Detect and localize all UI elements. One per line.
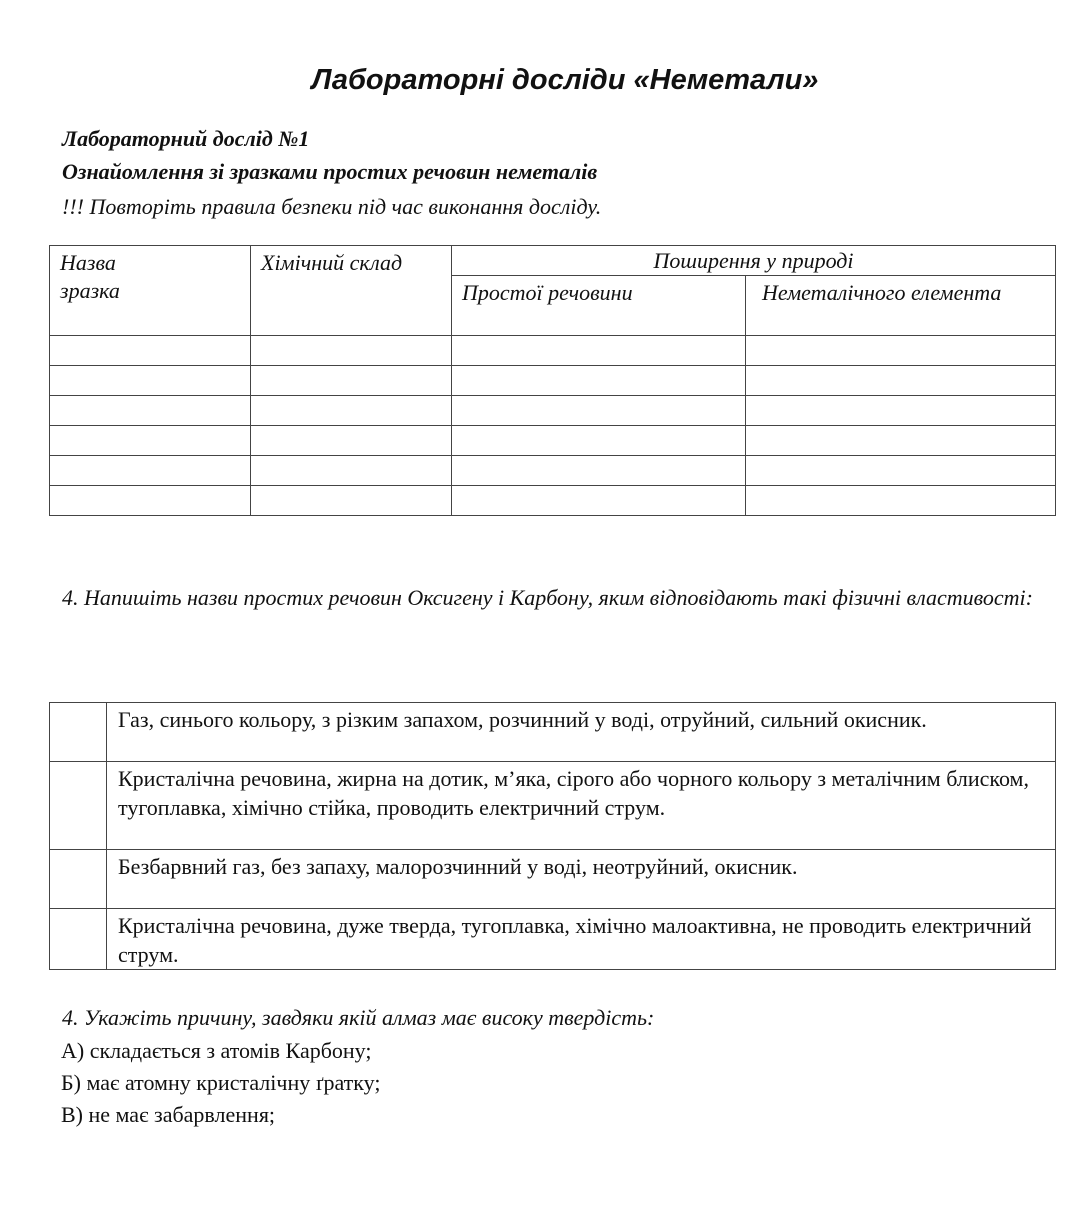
property-description: Безбарвний газ, без запаху, малорозчинний у воді, неотруйний, окисник. (107, 850, 1056, 909)
header-nonmetal-element: Неметалічного елемента (746, 276, 1056, 336)
cell-sample-name[interactable] (50, 456, 251, 486)
cell-nonmetal-element[interactable] (746, 426, 1056, 456)
cell-sample-name[interactable] (50, 366, 251, 396)
table-row (50, 396, 1056, 426)
cell-simple-substance[interactable] (452, 456, 746, 486)
cell-simple-substance[interactable] (452, 396, 746, 426)
answer-cell[interactable] (50, 762, 107, 850)
property-description: Газ, синього кольору, з різким запахом, розчинний у воді, отруйний, сильний окисник. (107, 703, 1056, 762)
cell-nonmetal-element[interactable] (746, 366, 1056, 396)
table-row (50, 850, 1056, 909)
answer-option-a[interactable]: А) складається з атомів Карбону; (61, 1038, 372, 1063)
table-row (50, 366, 1056, 396)
answer-cell[interactable] (50, 703, 107, 762)
page-title: Лабораторні досліди «Неметали» (311, 64, 819, 96)
samples-table (49, 245, 1056, 516)
cell-simple-substance[interactable] (452, 366, 746, 396)
question-diamond-hardness: 4. Укажіть причину, завдяки якій алмаз має високу твердість: (62, 1005, 655, 1030)
table-row (50, 486, 1056, 516)
cell-nonmetal-element[interactable] (746, 336, 1056, 366)
property-description: Кристалічна речовина, дуже тверда, тугоплавка, хімічно малоактивна, не проводить електричний струм. (107, 909, 1056, 970)
property-description: Кристалічна речовина, жирна на дотик, м’яка, сірого або чорного кольору з металічним блиском, тугоплавка, хімічно стійка, проводить електричний струм. (107, 762, 1056, 850)
cell-composition[interactable] (251, 396, 452, 426)
cell-simple-substance[interactable] (452, 426, 746, 456)
header-sample-name-line1: Назва (60, 250, 116, 275)
answer-option-b[interactable]: Б) має атомну кристалічну ґратку; (61, 1070, 381, 1095)
cell-nonmetal-element[interactable] (746, 396, 1056, 426)
cell-sample-name[interactable] (50, 336, 251, 366)
cell-composition[interactable] (251, 366, 452, 396)
table-row (50, 456, 1056, 486)
answer-cell[interactable] (50, 909, 107, 970)
table-row (50, 336, 1056, 366)
cell-nonmetal-element[interactable] (746, 456, 1056, 486)
safety-note: !!! Повторіть правила безпеки під час виконання досліду. (62, 194, 602, 219)
question-physical-properties: 4. Напишіть назви простих речовин Оксигену і Карбону, яким відповідають такі фізичні властивості: (62, 585, 1033, 610)
cell-simple-substance[interactable] (452, 336, 746, 366)
cell-composition[interactable] (251, 456, 452, 486)
experiment-name: Ознайомлення зі зразками простих речовин неметалів (62, 159, 598, 184)
properties-table (49, 702, 1056, 970)
header-sample-name-line2: зразка (60, 278, 120, 303)
header-simple-substance: Простої речовини (452, 276, 746, 336)
header-distribution: Поширення у природі (452, 246, 1056, 276)
table-row (50, 762, 1056, 850)
table-header-row (50, 246, 1056, 276)
table-row (50, 426, 1056, 456)
cell-sample-name[interactable] (50, 426, 251, 456)
experiment-number: Лабораторний дослід №1 (62, 126, 310, 151)
cell-composition[interactable] (251, 486, 452, 516)
table-row (50, 703, 1056, 762)
cell-composition[interactable] (251, 336, 452, 366)
cell-simple-substance[interactable] (452, 486, 746, 516)
table-row (50, 909, 1056, 970)
cell-nonmetal-element[interactable] (746, 486, 1056, 516)
answer-cell[interactable] (50, 850, 107, 909)
header-sample-name (50, 246, 251, 336)
cell-sample-name[interactable] (50, 486, 251, 516)
answer-option-c[interactable]: В) не має забарвлення; (61, 1102, 276, 1127)
cell-composition[interactable] (251, 426, 452, 456)
header-composition: Хімічний склад (251, 246, 452, 336)
cell-sample-name[interactable] (50, 396, 251, 426)
